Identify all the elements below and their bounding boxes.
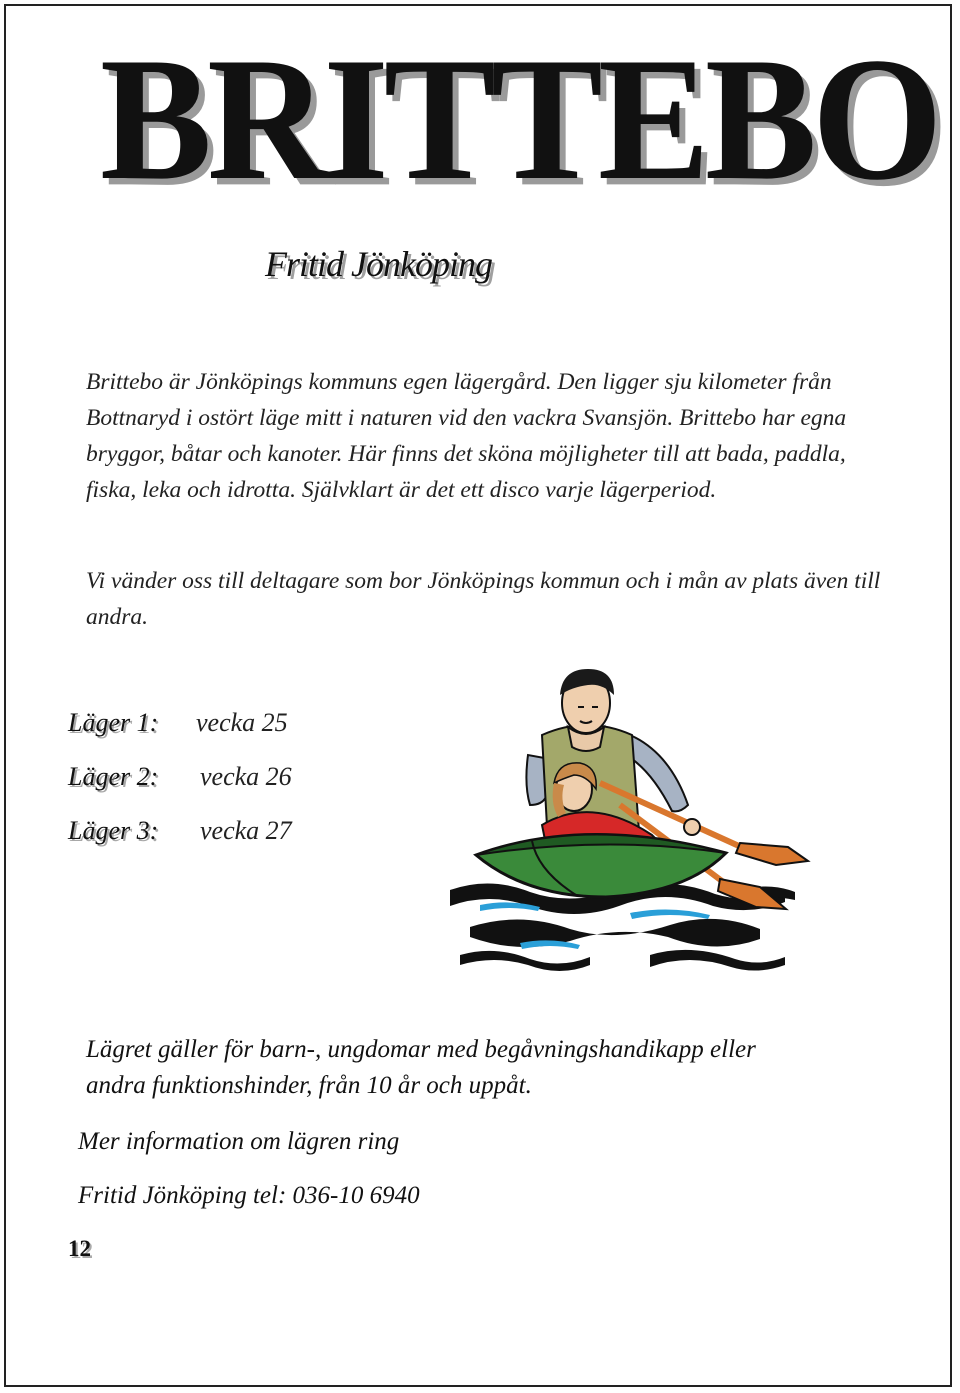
camp-label: Läger 3: xyxy=(68,816,159,845)
intro-paragraph-1: Brittebo är Jönköpings kommuns egen lägergård. Den ligger sju kilometer från Bottnaryd i ostört läge mitt i naturen vid den vackra Svansjön. Brittebo har egna bryggor, båtar och kanoter. Här finns det sköna möjligheter till att bada, paddla, fiska, leka och idrotta. Självklart är det ett disco varje lägerperiod. xyxy=(86,369,847,503)
info-line-2: andra funktionshinder, från 10 år och uppåt. xyxy=(86,1072,532,1099)
camp-label: Läger 2: xyxy=(68,762,159,791)
page-number: 12 xyxy=(68,1236,91,1261)
camp-week: vecka 26 xyxy=(200,762,292,791)
info-line-1: Lägret gäller för barn-, ungdomar med begåvningshandikapp eller xyxy=(86,1036,756,1063)
page-subtitle: Fritid Jönköping xyxy=(265,244,492,284)
page-title: BRITTEBO xyxy=(100,21,938,217)
info-line-3: Mer information om lägren ring xyxy=(78,1128,400,1155)
camp-week: vecka 25 xyxy=(196,708,288,737)
camp-label: Läger 1: xyxy=(68,708,159,737)
canoe-paddlers-illustration xyxy=(440,665,830,985)
contact-phone: Fritid Jönköping tel: 036-10 6940 xyxy=(78,1182,420,1209)
camp-week: vecka 27 xyxy=(200,816,292,845)
intro-paragraph-2: Vi vänder oss till deltagare som bor Jönköpings kommun och i mån av plats även till andra. xyxy=(86,568,881,630)
